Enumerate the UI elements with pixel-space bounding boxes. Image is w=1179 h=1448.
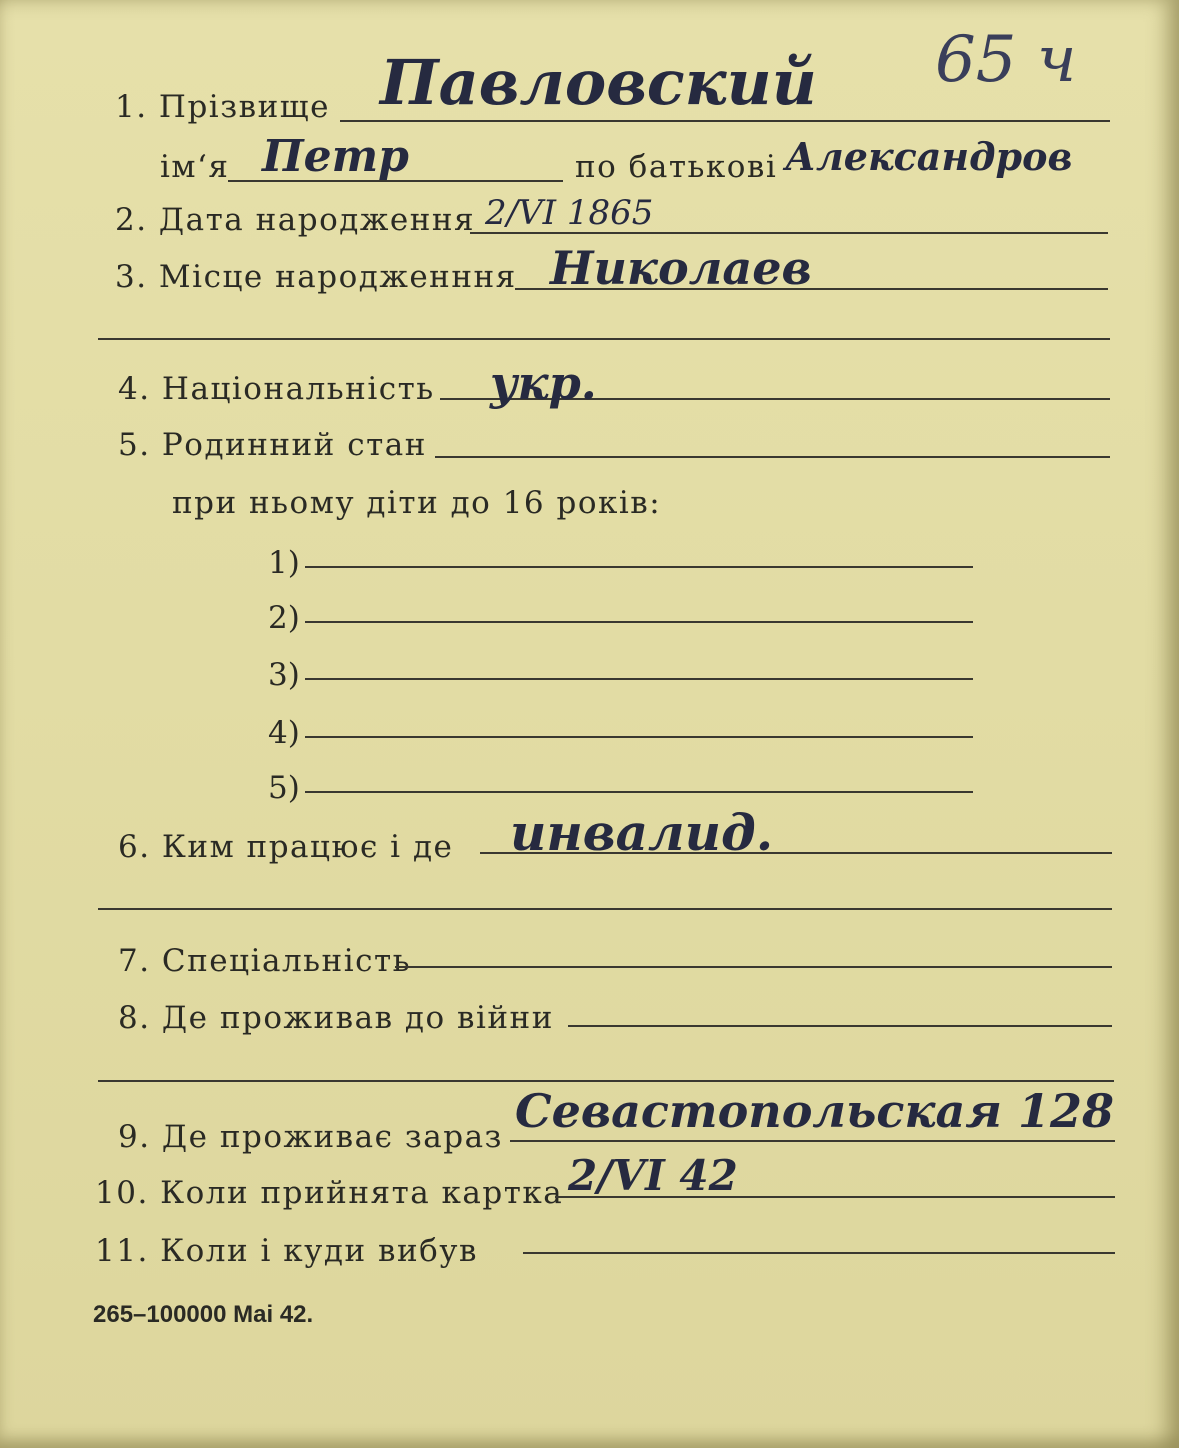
prewar-residence-line: [568, 1025, 1112, 1027]
birth-date-value: 2/VI 1865: [485, 193, 654, 233]
departure-label: 11. Коли і куди вибув: [95, 1233, 478, 1269]
card-number: 65 ч: [935, 23, 1077, 97]
name-value: Петр: [262, 131, 409, 182]
patronymic-label: по батькові: [575, 149, 778, 185]
birth-place-value: Николаев: [550, 241, 812, 295]
marital-status-label: 5. Родинний стан: [118, 427, 427, 463]
name-label: ім‘я: [160, 149, 230, 185]
work-label: 6. Ким працює і де: [118, 829, 454, 865]
blank-line-a: [98, 338, 1110, 340]
card-accepted-label: 10. Коли прийнята картка: [95, 1175, 564, 1211]
birth-place-label: 3. Місце народженння: [115, 259, 517, 295]
blank-line-b: [98, 908, 1112, 910]
child-label-2: 2): [268, 600, 300, 636]
child-line-1: [305, 566, 973, 568]
current-residence-label: 9. Де проживає зараз: [118, 1119, 503, 1155]
specialty-line: [395, 966, 1112, 968]
patronymic-value: Александров: [785, 134, 1073, 179]
current-residence-value: Севастопольская 128: [515, 1084, 1114, 1138]
blank-line-c: [98, 1080, 1114, 1082]
surname-label: 1. Прізвище: [115, 89, 330, 125]
surname-line: [340, 120, 1110, 122]
departure-line: [523, 1252, 1115, 1254]
nationality-label: 4. Національність: [118, 371, 435, 407]
specialty-label: 7. Спеціальність: [118, 943, 412, 979]
children-header: при ньому діти до 16 років:: [172, 485, 662, 521]
prewar-residence-label: 8. Де проживав до війни: [118, 1000, 554, 1036]
child-label-3: 3): [268, 657, 300, 693]
child-line-4: [305, 736, 973, 738]
child-line-2: [305, 621, 973, 623]
work-value: инвалид.: [510, 803, 774, 862]
current-residence-line: [510, 1140, 1115, 1142]
print-run-note: 265–100000 Mai 42.: [93, 1301, 314, 1328]
child-label-4: 4): [268, 715, 300, 751]
marital-status-line: [435, 456, 1110, 458]
surname-value: Павловский: [380, 46, 817, 119]
child-label-5: 5): [268, 770, 300, 806]
nationality-value: укр.: [490, 356, 597, 410]
card-accepted-value: 2/VI 42: [568, 1151, 738, 1200]
child-line-3: [305, 678, 973, 680]
child-label-1: 1): [268, 545, 300, 581]
birth-date-label: 2. Дата народження: [115, 202, 476, 238]
child-line-5: [305, 791, 973, 793]
